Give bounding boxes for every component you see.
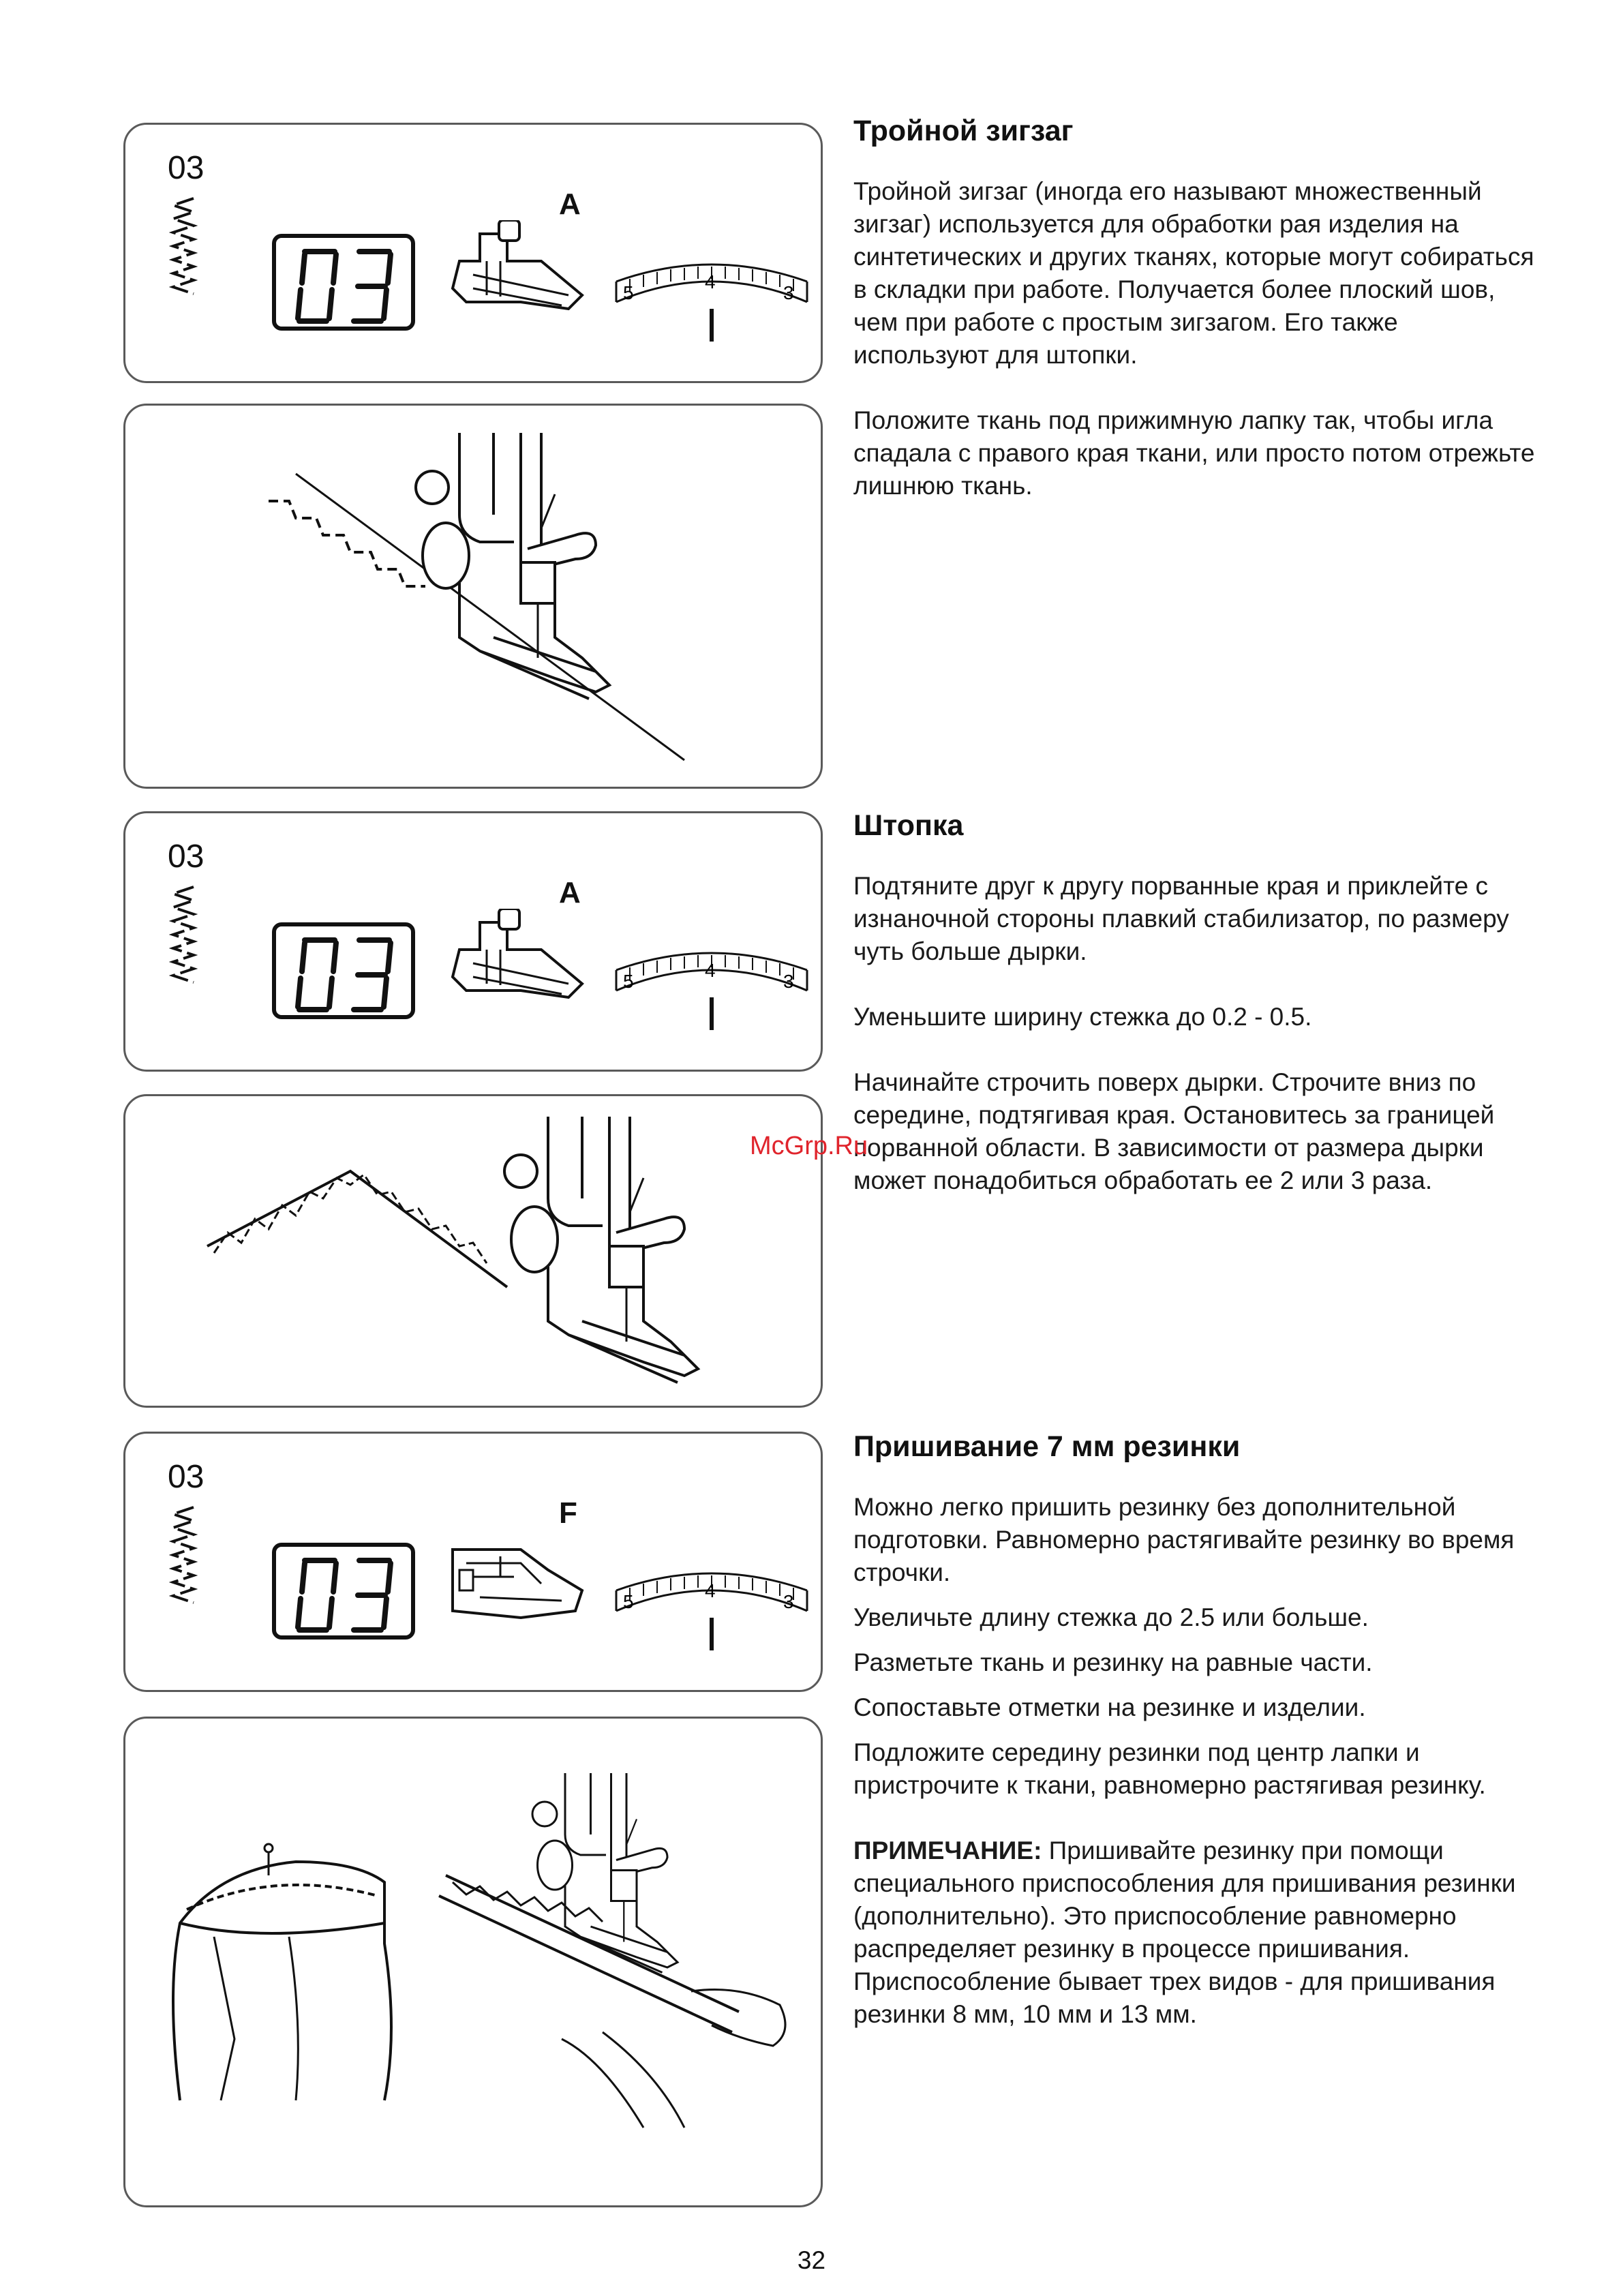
paragraph: Подложите середину резинки под центр лапки и пристрочите к ткани, равномерно растягивая резинку. bbox=[853, 1738, 1486, 1799]
paragraph: Тройной зигзаг (иногда его называют множественный зигзаг) используется для обработки рая изделия на синтетических и других тканях, которые могут собираться в складки при работе. Получается более плоский шов, чем при работе с простым зигзагом. Его также используют для штопки. bbox=[853, 177, 1534, 369]
page-number: 32 bbox=[797, 2246, 826, 2274]
presser-foot-a-icon bbox=[439, 909, 596, 1011]
pattern-code: 03 bbox=[168, 150, 204, 186]
watermark: McGrp.Ru bbox=[750, 1132, 868, 1160]
paragraph: Сопоставьте отметки на резинке и изделии. bbox=[853, 1693, 1366, 1721]
sewing-illustration-icon bbox=[125, 1096, 823, 1408]
sewing-illustration-icon bbox=[125, 406, 823, 789]
settings-panel-3 bbox=[123, 1432, 823, 1692]
illustration-panel-2 bbox=[123, 1094, 823, 1408]
section-1-text bbox=[853, 115, 1535, 502]
presser-foot-label: F bbox=[559, 1496, 577, 1530]
section-title: Тройной зигзаг bbox=[853, 115, 1074, 147]
seven-segment-display-icon bbox=[272, 234, 415, 331]
paragraph: Увеличьте длину стежка до 2.5 или больше. bbox=[853, 1603, 1369, 1631]
section-2-text bbox=[853, 809, 1535, 1197]
pattern-code: 03 bbox=[168, 839, 204, 875]
paragraph: Начинайте строчить поверх дырки. Строчите вниз по середине, подтягивая края. Остановитесь за границей порванной области. В зависимости от размера дырки может понадобиться обработать ее 2 или 3 раза. bbox=[853, 1068, 1495, 1194]
dial-label-left: 5 bbox=[623, 971, 634, 992]
width-dial-icon bbox=[609, 1570, 821, 1659]
triple-zigzag-icon bbox=[153, 881, 234, 1004]
presser-foot-label: A bbox=[559, 187, 581, 221]
paragraph: Уменьшите ширину стежка до 0.2 - 0.5. bbox=[853, 1003, 1312, 1031]
section-3-text bbox=[853, 1430, 1535, 2031]
presser-foot-a-icon bbox=[439, 220, 596, 322]
dial-label-center: 4 bbox=[705, 271, 716, 292]
presser-foot-label: A bbox=[559, 876, 581, 909]
dial-label-center: 4 bbox=[705, 1580, 716, 1601]
paragraph: Разметьте ткань и резинку на равные части. bbox=[853, 1648, 1373, 1676]
seven-segment-display-icon bbox=[272, 922, 415, 1019]
dial-label-center: 4 bbox=[705, 960, 716, 981]
note bbox=[853, 1834, 1535, 2031]
sewing-illustration-icon bbox=[125, 1719, 823, 2207]
note-label: ПРИМЕЧАНИЕ: bbox=[853, 1837, 1042, 1864]
paragraph: Положите ткань под прижимную лапку так, чтобы игла спадала с правого края ткани, или просто потом отрежьте лишнюю ткань. bbox=[853, 406, 1535, 500]
section-title: Штопка bbox=[853, 809, 964, 842]
illustration-panel-1 bbox=[123, 404, 823, 789]
dial-label-right: 3 bbox=[783, 1591, 794, 1612]
triple-zigzag-icon bbox=[153, 1502, 234, 1625]
dial-label-right: 3 bbox=[783, 282, 794, 303]
dial-label-left: 5 bbox=[623, 282, 634, 303]
settings-panel-2 bbox=[123, 811, 823, 1072]
presser-foot-f-icon bbox=[439, 1529, 596, 1631]
width-dial-icon bbox=[609, 261, 821, 350]
paragraph: Можно легко пришить резинку без дополнительной подготовки. Равномерно растягивайте резинку во время строчки. bbox=[853, 1493, 1515, 1586]
seven-segment-display-icon bbox=[272, 1543, 415, 1640]
illustration-panel-3 bbox=[123, 1717, 823, 2207]
section-title: Пришивание 7 мм резинки bbox=[853, 1430, 1241, 1463]
triple-zigzag-icon bbox=[153, 193, 234, 316]
pattern-code: 03 bbox=[168, 1459, 204, 1495]
dial-label-right: 3 bbox=[783, 971, 794, 992]
dial-label-left: 5 bbox=[623, 1591, 634, 1612]
width-dial-icon bbox=[609, 950, 821, 1038]
paragraph: Подтяните друг к другу порванные края и приклейте с изнаночной стороны плавкий стабилизатор, по размеру чуть больше дырки. bbox=[853, 872, 1509, 965]
note-text: Пришивайте резинку при помощи специального приспособления для пришивания резинки (дополнительно). Это приспособление равномерно распределяет резинку в процессе пришивания. Приспособление бывает трех видов - для пришивания резинки 8 мм, 10 мм и 13 мм. bbox=[853, 1837, 1516, 2028]
settings-panel-1 bbox=[123, 123, 823, 383]
